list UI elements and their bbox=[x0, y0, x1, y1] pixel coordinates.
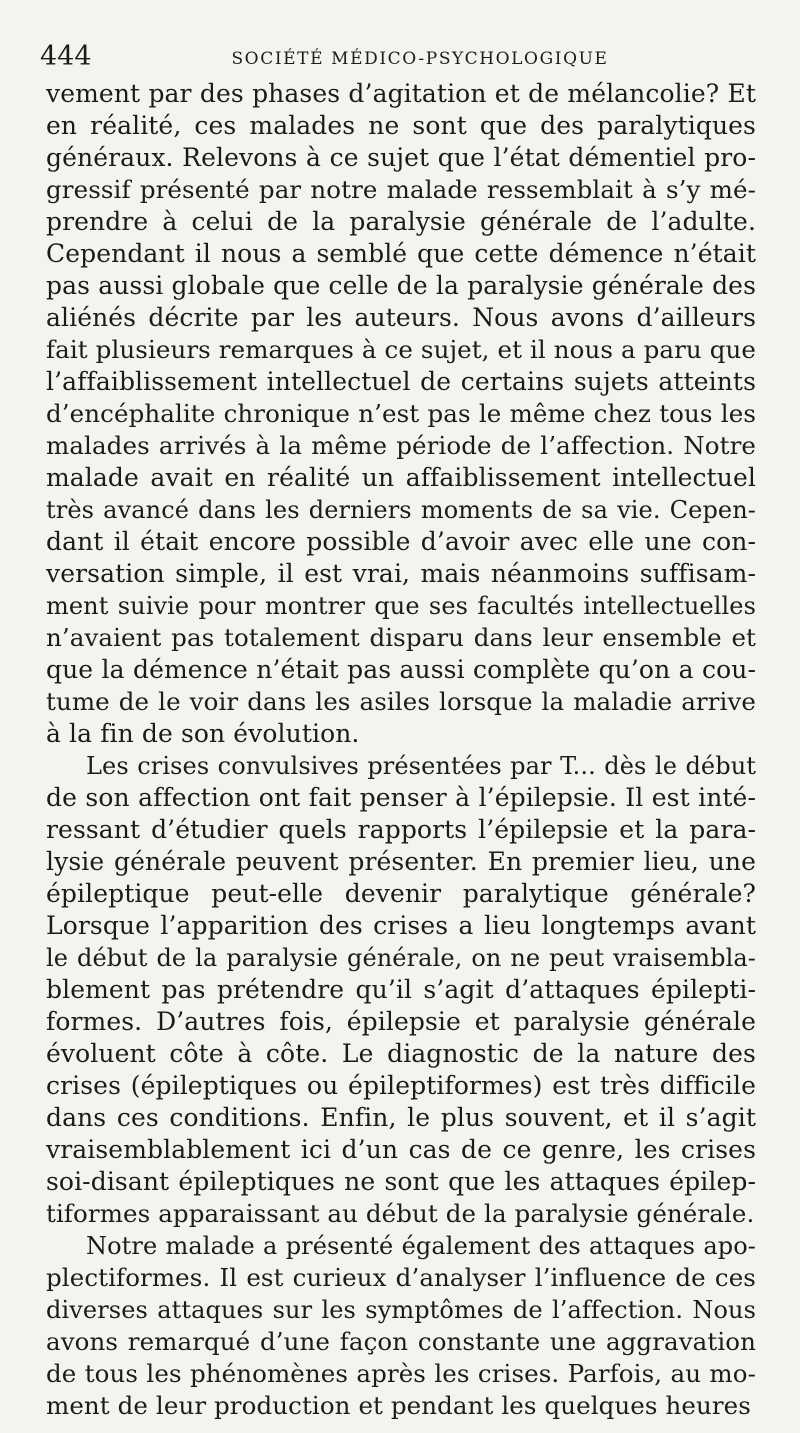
text-line: Cependant il nous a semblé que cette démence n’était bbox=[46, 239, 756, 268]
text-line: à la fin de son évolution. bbox=[46, 719, 360, 748]
text-line: évoluent côte à côte. Le diagnostic de la nature des bbox=[46, 1039, 756, 1068]
text-line: lysie générale peuvent présenter. En premier lieu, une bbox=[46, 847, 756, 876]
text-line: Notre malade a présenté également des attaques apo- bbox=[86, 1232, 756, 1260]
text-line: formes. D’autres fois, épilepsie et paralysie générale bbox=[46, 1007, 756, 1036]
text-line: en réalité, ces malades ne sont que des paralytiques bbox=[46, 111, 756, 140]
text-line: fait plusieurs remarques à ce sujet, et il nous a paru que bbox=[46, 335, 756, 364]
running-title: SOCIÉTÉ MÉDICO-PSYCHOLOGIQUE bbox=[231, 49, 609, 69]
text-line: tume de le voir dans les asiles lorsque la maladie arrive bbox=[46, 687, 756, 716]
text-line: de tous les phénomènes après les crises. Parfois, au mo- bbox=[46, 1359, 756, 1388]
text-line: n’avaient pas totalement disparu dans leur ensemble et bbox=[46, 623, 756, 652]
text-line: de son affection ont fait penser à l’épilepsie. Il est inté- bbox=[46, 783, 756, 812]
body-text bbox=[46, 78, 756, 1422]
text-line: pas aussi globale que celle de la paralysie générale des bbox=[46, 271, 756, 300]
paragraph bbox=[46, 1230, 756, 1422]
text-line: généraux. Relevons à ce sujet que l’état démentiel pro- bbox=[46, 143, 756, 172]
text-line: vraisemblablement ici d’un cas de ce genre, les crises bbox=[46, 1135, 756, 1164]
text-line: ment suivie pour montrer que ses facultés intellectuelles bbox=[46, 592, 756, 620]
text-line: crises (épileptiques ou épileptiformes) est très difficile bbox=[46, 1071, 756, 1100]
text-line: gressif présenté par notre malade ressemblait à s’y mé- bbox=[46, 175, 756, 204]
text-line: malade avait en réalité un affaiblissement intellectuel bbox=[46, 463, 756, 492]
text-line: blement pas prétendre qu’il s’agit d’attaques épilepti- bbox=[46, 975, 756, 1004]
text-line: que la démence n’était pas aussi complète qu’on a cou- bbox=[46, 655, 756, 684]
text-line: tiformes apparaissant au début de la paralysie générale. bbox=[46, 1199, 755, 1228]
text-line: ressant d’étudier quels rapports l’épilepsie et la para- bbox=[46, 815, 756, 844]
text-line: le début de la paralysie générale, on ne peut vraisembla- bbox=[46, 944, 756, 972]
running-header bbox=[40, 40, 780, 74]
text-line: très avancé dans les derniers moments de sa vie. Cepen- bbox=[46, 496, 756, 524]
text-line: versation simple, il est vrai, mais néanmoins suffisam- bbox=[46, 559, 756, 588]
text-line: dant il était encore possible d’avoir avec elle une con- bbox=[46, 527, 756, 556]
paragraph-container bbox=[46, 78, 756, 1422]
paragraph bbox=[46, 78, 756, 750]
text-line: plectiformes. Il est curieux d’analyser l’influence de ces bbox=[46, 1263, 756, 1292]
text-line: épileptique peut-elle devenir paralytique générale? bbox=[46, 879, 756, 908]
text-line: vement par des phases d’agitation et de mélancolie? Et bbox=[46, 79, 756, 108]
text-line: prendre à celui de la paralysie générale de l’adulte. bbox=[46, 207, 756, 236]
text-line: d’encéphalite chronique n’est pas le même chez tous les bbox=[46, 399, 756, 428]
text-line: diverses attaques sur les symptômes de l’affection. Nous bbox=[46, 1296, 756, 1324]
page-number: 444 bbox=[40, 41, 92, 72]
text-line: soi-disant épileptiques ne sont que les attaques épilep- bbox=[46, 1167, 756, 1196]
text-line: l’affaiblissement intellectuel de certains sujets atteints bbox=[46, 367, 756, 396]
text-line: avons remarqué d’une façon constante une aggravation bbox=[46, 1327, 756, 1356]
paragraph bbox=[46, 750, 756, 1230]
text-line: Les crises convulsives présentées par T... dès le début bbox=[86, 752, 756, 780]
text-line: ment de leur production et pendant les quelques heures bbox=[46, 1391, 751, 1420]
text-line: dans ces conditions. Enfin, le plus souvent, et il s’agit bbox=[46, 1103, 756, 1132]
text-line: Lorsque l’apparition des crises a lieu longtemps avant bbox=[46, 911, 756, 940]
text-line: aliénés décrite par les auteurs. Nous avons d’ailleurs bbox=[46, 303, 756, 332]
text-line: malades arrivés à la même période de l’affection. Notre bbox=[46, 431, 756, 460]
